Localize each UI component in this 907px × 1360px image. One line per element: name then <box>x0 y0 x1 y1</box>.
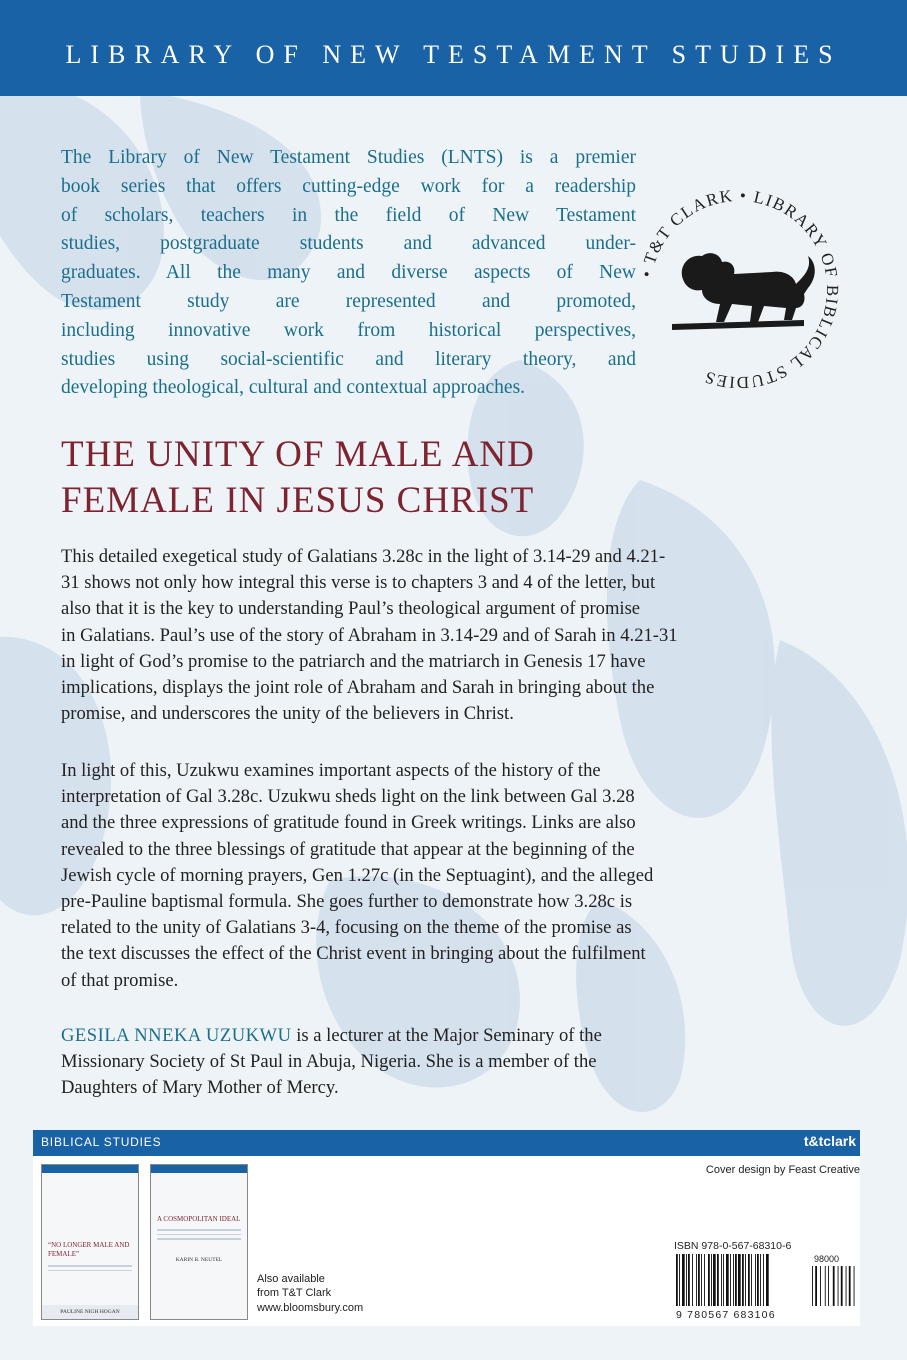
author-name: GESILA NNEKA UZUKWU <box>61 1025 292 1046</box>
author-bio-line <box>61 1023 769 1049</box>
barcode-bar <box>696 1254 697 1306</box>
isbn: ISBN 978-0-567-68310-6 <box>674 1240 792 1252</box>
also-available <box>257 1272 331 1300</box>
related-book-cover[interactable] <box>150 1164 248 1320</box>
barcode-bar <box>726 1254 729 1306</box>
related-book-title: “NO LONGER MALE AND FEMALE” <box>48 1241 130 1258</box>
price-bar <box>820 1266 821 1306</box>
related-book-author: KARIN B. NEUTEL <box>175 1257 223 1263</box>
blurb-paragraph-1 <box>61 544 769 727</box>
barcode-bar <box>757 1254 759 1306</box>
price-bar <box>849 1266 851 1306</box>
blurb-line: the text discusses the effect of the Christ event in bringing about the fulfilment <box>61 943 646 965</box>
blurb-line: interpretation of Gal 3.28c. Uzukwu sheds light on the link between Gal 3.28 <box>61 786 635 808</box>
price-bar <box>841 1266 843 1306</box>
related-book-title: A COSMOPOLITAN IDEAL <box>157 1215 241 1223</box>
also-available-line: Also available <box>257 1273 325 1285</box>
category-bar <box>33 1130 860 1156</box>
series-description-line: book series that offers cutting-edge work for a readership <box>61 175 636 197</box>
category-label: BIBLICAL STUDIES <box>41 1135 162 1149</box>
blurb-line: 31 shows not only how integral this verse is to chapters 3 and 4 of the letter, but <box>61 572 656 594</box>
author-bio-line: Missionary Society of St Paul in Abuja, Nigeria. She is a member of the <box>61 1051 597 1073</box>
series-description-line: The Library of New Testament Studies (LNTS) is a premier <box>61 147 636 168</box>
series-description-line: Testament study are represented and promoted, <box>61 290 636 312</box>
related-book-cover[interactable] <box>41 1164 139 1320</box>
series-description-line: graduates. All the many and diverse aspects of New <box>61 262 636 284</box>
series-title: LIBRARY OF NEW TESTAMENT STUDIES <box>65 40 842 69</box>
barcode-bar <box>721 1254 722 1306</box>
barcode-bar <box>755 1254 756 1306</box>
cover-text-lines <box>48 1265 132 1274</box>
price-bar <box>854 1266 855 1306</box>
price-code: 98000 <box>814 1254 840 1264</box>
price-bar <box>828 1266 829 1306</box>
barcode-bar <box>698 1254 700 1306</box>
cover-text-lines <box>157 1229 241 1243</box>
author-bio-text: is a lecturer at the Major Seminary of the <box>291 1025 602 1046</box>
blurb-line: promise, and underscores the unity of the believers in Christ. <box>61 703 514 725</box>
book-title-line: THE UNITY OF MALE AND <box>61 434 535 475</box>
author-bio <box>61 1023 769 1102</box>
barcode-bar <box>735 1254 737 1306</box>
blurb-line: pre-Pauline baptismal formula. She goes further to demonstrate how 3.28c is <box>61 891 633 913</box>
barcode-bar <box>760 1254 761 1306</box>
series-description-line: developing theological, cultural and contextual approaches. <box>61 377 526 399</box>
blurb-line: related to the unity of Galatians 3-4, focusing on the theme of the promise as <box>61 917 632 939</box>
series-description-line: studies, postgraduate students and advanced under- <box>61 233 636 255</box>
barcode-bar <box>686 1254 687 1306</box>
barcode-bar <box>676 1254 678 1306</box>
barcode-bar <box>766 1254 769 1306</box>
author-bio-line: Daughters of Mary Mother of Mercy. <box>61 1077 339 1099</box>
blurb-line: in light of God’s promise to the patriarch and the matriarch in Genesis 17 have <box>61 650 646 672</box>
also-available-line: from T&T Clark <box>257 1287 332 1299</box>
series-description-line: including innovative work from historical perspectives, <box>61 319 636 341</box>
book-title-line: FEMALE IN JESUS CHRIST <box>61 480 535 521</box>
website-link[interactable]: www.bloomsbury.com <box>257 1302 364 1314</box>
price-bar <box>833 1266 835 1306</box>
blurb-line: of that promise. <box>61 969 179 991</box>
barcode-bar <box>751 1254 752 1306</box>
blurb-line: revealed to the three blessings of gratitude that appear at the beginning of the <box>61 838 635 860</box>
cover-credit: Cover design by Feast Creative <box>705 1164 860 1176</box>
barcode-bar <box>763 1254 764 1306</box>
barcode-bar <box>688 1254 690 1306</box>
barcode-bar <box>748 1254 750 1306</box>
cover-band <box>151 1165 247 1173</box>
blurb-line: also that it is the key to understanding Paul’s theological argument of promise <box>61 598 641 620</box>
barcode-bar <box>733 1254 734 1306</box>
blurb-line: implications, displays the joint role of Abraham and Sarah in bringing about the <box>61 677 655 699</box>
barcode <box>674 1254 862 1320</box>
blurb-paragraph-2 <box>61 758 769 994</box>
series-description-line: studies using social-scientific and literary theory, and <box>61 348 636 370</box>
publisher-seal <box>634 184 844 394</box>
barcode-bar <box>723 1254 724 1306</box>
barcode-bar <box>682 1254 685 1306</box>
blurb-line: Jewish cycle of morning prayers, Gen 1.27c (in the Septuagint), and the alleged <box>61 864 654 886</box>
price-bar <box>812 1266 813 1306</box>
barcode-bar <box>701 1254 702 1306</box>
series-description-line: of scholars, teachers in the field of New Testament <box>61 204 636 226</box>
barcode-digits: 9 780567 683106 <box>676 1309 776 1320</box>
price-bar <box>815 1266 817 1306</box>
barcode-bar <box>692 1254 693 1306</box>
barcode-bar <box>730 1254 731 1306</box>
publisher-logo: t&tclark <box>803 1133 856 1149</box>
blurb-line: This detailed exegetical study of Galatians 3.28c in the light of 3.14-29 and 4.21- <box>61 546 666 567</box>
series-header-band <box>0 0 907 96</box>
blurb-line: In light of this, Uzukwu examines important aspects of the history of the <box>61 760 601 781</box>
barcode-bar <box>679 1254 680 1306</box>
blurb-line: in Galatians. Paul’s use of the story of Abraham in 3.14-29 and of Sarah in 4.21-31 <box>61 624 678 646</box>
barcode-bar <box>745 1254 746 1306</box>
cover-band <box>42 1165 138 1173</box>
barcode-bar <box>704 1254 705 1306</box>
book-title <box>61 432 681 524</box>
price-bar <box>825 1266 826 1306</box>
blurb-line: and the three expressions of gratitude found in Greek writings. Links are also <box>61 812 636 834</box>
barcode-bar <box>713 1254 716 1306</box>
footer-panel <box>33 1156 860 1326</box>
series-description <box>61 144 636 403</box>
barcode-bar <box>717 1254 719 1306</box>
barcode-bar <box>742 1254 744 1306</box>
seal-text: • T&T CLARK • LIBRARY OF BIBLICAL STUDIES <box>636 185 843 393</box>
price-bar <box>846 1266 847 1306</box>
lion-icon <box>672 253 815 330</box>
barcode-bar <box>711 1254 712 1306</box>
barcode-bar <box>708 1254 710 1306</box>
price-bar <box>838 1266 839 1306</box>
barcode-bar <box>738 1254 741 1306</box>
related-book-author: PAULINE NIGH HOGAN <box>42 1305 138 1319</box>
